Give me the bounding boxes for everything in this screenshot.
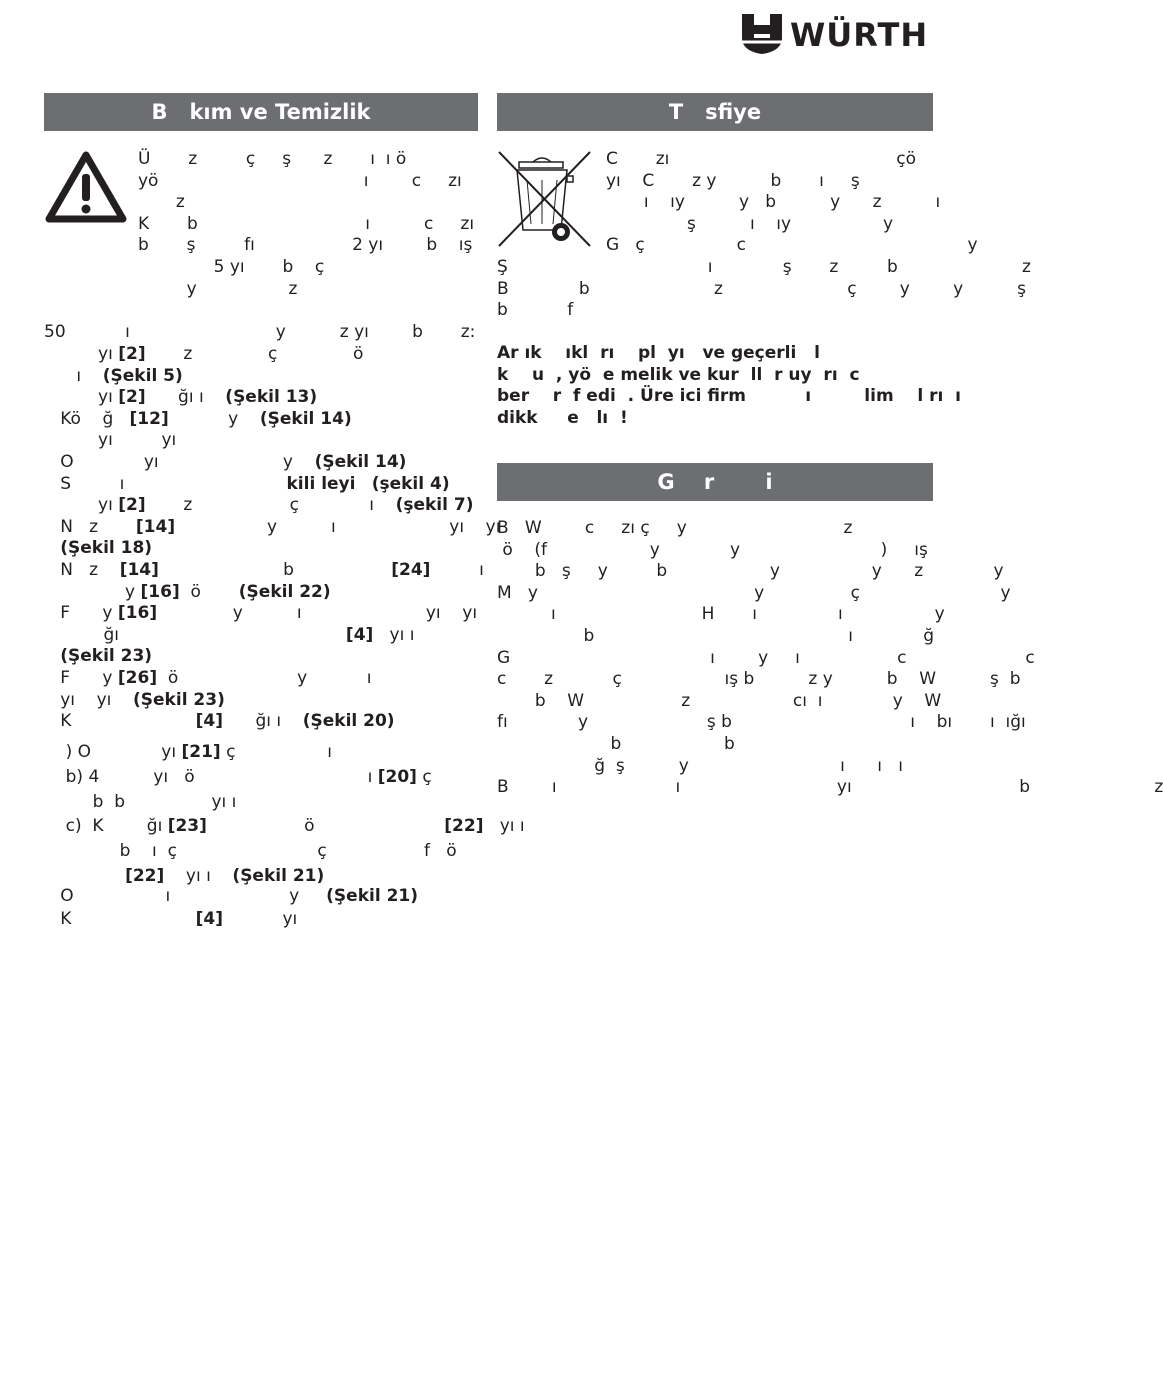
step-line: [44, 430, 176, 452]
text-line: ber r f edi . Üre ici firm ı lim l rı ı: [497, 386, 961, 407]
step-line: [44, 742, 332, 764]
text-line: G ç c y: [606, 235, 978, 256]
text-line: b f: [497, 300, 574, 321]
text-line: Ü z ç ş z ı ı ö: [138, 149, 407, 169]
step-line: [44, 344, 363, 366]
bold-reference: (Şekil 22): [238, 581, 331, 602]
bold-reference: [21]: [181, 742, 221, 762]
text-line: b ı ğ: [497, 626, 934, 646]
brand-name: WÜRTH: [790, 16, 929, 54]
step-text: ö y ı: [157, 668, 372, 688]
crossed-out-wheelie-bin-icon: [497, 150, 592, 248]
text-line: b ş y b y y z y: [497, 561, 1004, 582]
bold-reference: [24]: [391, 560, 431, 580]
step-text: b ı ç ç f ö: [44, 841, 457, 862]
text-line: b W z cı ı y W: [497, 690, 942, 711]
bold-reference: [14]: [119, 560, 159, 580]
step-line: [44, 792, 236, 814]
bold-reference: (Şekil 20): [302, 711, 395, 732]
step-text: ) O yı: [44, 742, 182, 762]
step-line: [44, 841, 457, 863]
step-text: yı yı: [44, 689, 134, 710]
step-text: S ı: [44, 473, 287, 494]
text-line: b ş fı 2 yı b ış: [138, 235, 473, 256]
step-text: yı ı: [164, 866, 233, 886]
step-line: [44, 711, 395, 733]
step-line: [44, 690, 225, 712]
bold-reference: [4]: [195, 711, 224, 732]
bold-reference: (Şekil 21): [326, 886, 419, 906]
step-text: K: [44, 711, 196, 732]
bold-reference: [14]: [135, 516, 176, 537]
step-text: O ı y: [44, 886, 327, 906]
step-line: [44, 452, 406, 474]
text-line: fı y ş b ı bı ı ığı: [497, 712, 1026, 733]
bold-reference: [22]: [444, 816, 484, 837]
step-text: ö: [179, 581, 239, 602]
bold-reference: [16]: [140, 581, 180, 602]
step-line: [44, 625, 414, 647]
text-line: B W c zı ç y z: [497, 518, 853, 538]
text-line: c z ç ış b z y b W ş b: [497, 669, 1021, 690]
bold-reference: [4]: [345, 624, 374, 645]
bold-reference: [2]: [118, 495, 146, 516]
text-line: M y y ç y: [497, 582, 1011, 603]
text-line: K b ı c zı: [138, 213, 475, 234]
text-line: C zı çö: [606, 149, 917, 169]
step-text: b: [158, 560, 392, 580]
step-text: [44, 646, 60, 666]
bold-reference: (Şekil 23): [133, 689, 225, 710]
step-text: Kö ğ: [44, 408, 130, 429]
step-text: N z: [44, 516, 136, 537]
text-line: yö ı c zı: [138, 170, 462, 191]
step-line: [44, 816, 525, 838]
text-line: ı H ı ı y: [497, 604, 945, 625]
step-text: yı ı: [373, 624, 415, 645]
text-line: ı ıy y b y z ı: [606, 192, 941, 213]
step-line: [44, 538, 152, 560]
step-text: z ç ı: [145, 495, 396, 516]
step-text: y ı yı yı: [157, 603, 478, 624]
bold-reference: [23]: [167, 816, 207, 837]
wurth-emblem-icon: [740, 12, 784, 56]
bold-reference: (Şekil 23): [60, 646, 153, 667]
step-line: [44, 603, 477, 625]
step-line: [44, 517, 500, 539]
bold-reference: kili leyi: [286, 473, 356, 494]
step-line: [44, 767, 432, 789]
step-text: [44, 866, 125, 886]
text-line: Ar ık ıkl rı pl yı ve geçerli l: [497, 343, 820, 363]
step-text: [44, 538, 60, 558]
text-line: yı C z y b ı ş: [606, 170, 860, 191]
step-line: [44, 495, 473, 517]
bold-reference: (Şekil 14): [314, 452, 407, 472]
bold-reference: [4]: [195, 908, 224, 929]
intro-text: 50 ı y z yı b z:: [44, 322, 476, 342]
step-line: [44, 582, 331, 604]
section-title-warranty: G r i: [497, 463, 933, 501]
step-text: z ç ö: [145, 344, 364, 364]
bold-reference: [26]: [117, 668, 158, 688]
bold-reference: [22]: [125, 866, 165, 886]
step-line: [44, 866, 324, 888]
bold-reference: (şekil 7): [395, 495, 474, 516]
text-line: G ı y ı c c: [497, 647, 1035, 668]
step-text: F y: [44, 603, 118, 624]
step-line: [44, 668, 371, 690]
bold-reference: (Şekil 18): [60, 538, 153, 559]
step-text: [355, 474, 371, 494]
step-text: c) K ğı: [44, 816, 168, 837]
text-line: dikk e lı !: [497, 407, 628, 428]
bold-reference: (Şekil 21): [232, 866, 325, 886]
step-line: [44, 366, 183, 388]
step-text: ç: [416, 766, 432, 787]
step-text: ğı ı: [145, 387, 226, 408]
step-text: ğı: [44, 624, 346, 645]
text-line: b b: [497, 734, 735, 754]
text-line: ö (f y y ) ış: [497, 539, 928, 560]
bold-reference: [16]: [117, 603, 158, 624]
step-text: K: [44, 908, 196, 929]
text-line: ğ ş y ı ı ı: [497, 755, 903, 776]
step-text: b b yı ı: [44, 791, 237, 812]
step-line: [44, 560, 484, 582]
text-line: y z: [138, 278, 298, 299]
step-text: b) 4 yı ö ı: [44, 766, 378, 787]
section-title-disposal: T sfiye: [497, 93, 933, 131]
warning-triangle-icon: [44, 150, 128, 224]
step-text: ı: [430, 560, 484, 580]
step-text: ı: [44, 365, 103, 386]
step-text: y: [44, 581, 141, 602]
step-text: N z: [44, 560, 120, 580]
text-line: z: [138, 192, 185, 213]
step-line: [44, 474, 450, 496]
text-line: 5 yı b ç: [138, 257, 325, 277]
wurth-logo: [740, 12, 936, 56]
step-text: ç ı: [220, 742, 333, 762]
step-text: yı: [44, 344, 119, 364]
text-line: k u , yö e melik ve kur ll r uy rı c: [497, 364, 860, 385]
text-line: B b z ç y y ş: [497, 278, 1027, 299]
bold-reference: [2]: [118, 344, 146, 364]
step-text: yı yı: [44, 430, 177, 451]
step-line: [44, 886, 418, 908]
text-line: B ı ı yı b z: [497, 777, 1163, 798]
step-line: [44, 409, 352, 431]
step-text: O yı y: [44, 452, 315, 472]
step-text: y ı yı yı: [175, 516, 501, 537]
step-text: yı: [44, 495, 119, 516]
step-text: F y: [44, 668, 118, 688]
bold-reference: (Şekil 14): [259, 408, 352, 429]
step-line: [44, 646, 152, 668]
bold-reference: [20]: [377, 766, 417, 787]
bold-reference: [12]: [129, 408, 169, 429]
bold-reference: (Şekil 13): [225, 387, 318, 408]
bold-reference: (şekil 4): [371, 473, 450, 494]
text-line: ş ı ıy y: [606, 213, 893, 234]
step-line: [44, 387, 317, 409]
step-text: ö: [206, 816, 445, 837]
step-text: yı: [44, 387, 119, 408]
step-line: [44, 909, 297, 931]
step-text: yı: [223, 908, 298, 929]
bold-reference: [2]: [118, 387, 146, 408]
step-text: ğı ı: [223, 711, 303, 732]
text-line: Ş ı ş z b z: [497, 257, 1031, 277]
bold-reference: (Şekil 5): [102, 365, 183, 386]
step-text: yı ı: [483, 816, 525, 837]
step-text: y: [168, 408, 260, 429]
section-title-maintenance: B kım ve Temizlik: [44, 93, 478, 131]
